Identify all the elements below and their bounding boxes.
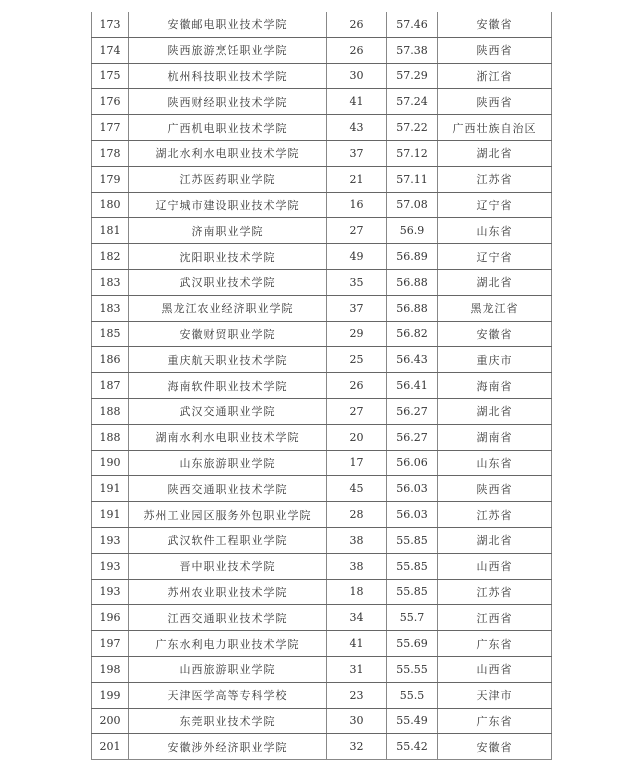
score-cell: 57.08 [387,192,438,218]
table-row [92,656,552,682]
table-row [92,373,552,399]
school-name-cell: 武汉交通职业学院 [129,398,327,424]
school-name-cell: 晋中职业技术学院 [129,553,327,579]
rank-cell: 185 [92,321,129,347]
score-cell: 55.49 [387,708,438,734]
table-row [92,89,552,115]
province-cell: 广东省 [438,708,552,734]
table-row [92,450,552,476]
count-cell: 27 [327,218,387,244]
count-cell: 32 [327,734,387,760]
province-cell: 湖北省 [438,527,552,553]
count-cell: 27 [327,398,387,424]
count-cell: 38 [327,553,387,579]
rank-cell: 188 [92,398,129,424]
ranking-table-container [91,12,550,760]
table-row [92,347,552,373]
school-name-cell: 江西交通职业技术学院 [129,605,327,631]
score-cell: 57.24 [387,89,438,115]
school-name-cell: 杭州科技职业技术学院 [129,63,327,89]
count-cell: 30 [327,63,387,89]
count-cell: 23 [327,682,387,708]
rank-cell: 182 [92,244,129,270]
score-cell: 56.27 [387,398,438,424]
table-row [92,244,552,270]
count-cell: 21 [327,166,387,192]
province-cell: 天津市 [438,682,552,708]
score-cell: 55.42 [387,734,438,760]
school-name-cell: 山西旅游职业学院 [129,656,327,682]
count-cell: 35 [327,269,387,295]
table-row [92,708,552,734]
count-cell: 26 [327,37,387,63]
count-cell: 34 [327,605,387,631]
table-row [92,218,552,244]
rank-cell: 193 [92,579,129,605]
province-cell: 陕西省 [438,37,552,63]
province-cell: 江西省 [438,605,552,631]
school-name-cell: 安徽财贸职业学院 [129,321,327,347]
rank-cell: 180 [92,192,129,218]
province-cell: 陕西省 [438,89,552,115]
table-row [92,63,552,89]
province-cell: 湖北省 [438,269,552,295]
count-cell: 37 [327,140,387,166]
count-cell: 25 [327,347,387,373]
rank-cell: 197 [92,631,129,657]
province-cell: 海南省 [438,373,552,399]
table-row [92,295,552,321]
rank-cell: 190 [92,450,129,476]
school-name-cell: 重庆航天职业技术学院 [129,347,327,373]
province-cell: 山东省 [438,450,552,476]
score-cell: 56.82 [387,321,438,347]
table-row [92,166,552,192]
table-row [92,192,552,218]
score-cell: 57.11 [387,166,438,192]
score-cell: 56.03 [387,476,438,502]
rank-cell: 176 [92,89,129,115]
table-row [92,579,552,605]
count-cell: 26 [327,12,387,37]
school-name-cell: 黑龙江农业经济职业学院 [129,295,327,321]
count-cell: 49 [327,244,387,270]
score-cell: 55.69 [387,631,438,657]
rank-cell: 178 [92,140,129,166]
count-cell: 17 [327,450,387,476]
count-cell: 37 [327,295,387,321]
count-cell: 41 [327,89,387,115]
school-name-cell: 天津医学高等专科学校 [129,682,327,708]
score-cell: 56.88 [387,295,438,321]
province-cell: 江苏省 [438,166,552,192]
count-cell: 26 [327,373,387,399]
score-cell: 56.41 [387,373,438,399]
table-row [92,605,552,631]
count-cell: 28 [327,502,387,528]
score-cell: 57.46 [387,12,438,37]
rank-cell: 188 [92,424,129,450]
score-cell: 55.85 [387,579,438,605]
school-name-cell: 武汉职业技术学院 [129,269,327,295]
rank-cell: 174 [92,37,129,63]
province-cell: 山东省 [438,218,552,244]
count-cell: 45 [327,476,387,502]
rank-cell: 186 [92,347,129,373]
table-row [92,37,552,63]
school-name-cell: 广东水利电力职业技术学院 [129,631,327,657]
province-cell: 江苏省 [438,579,552,605]
table-row [92,476,552,502]
rank-cell: 198 [92,656,129,682]
province-cell: 重庆市 [438,347,552,373]
table-row [92,269,552,295]
province-cell: 广东省 [438,631,552,657]
rank-cell: 177 [92,115,129,141]
school-name-cell: 陕西旅游烹饪职业学院 [129,37,327,63]
rank-cell: 200 [92,708,129,734]
score-cell: 57.29 [387,63,438,89]
rank-cell: 191 [92,476,129,502]
school-name-cell: 济南职业学院 [129,218,327,244]
rank-cell: 187 [92,373,129,399]
score-cell: 56.88 [387,269,438,295]
school-name-cell: 沈阳职业技术学院 [129,244,327,270]
school-name-cell: 陕西交通职业技术学院 [129,476,327,502]
province-cell: 山西省 [438,656,552,682]
school-name-cell: 安徽涉外经济职业学院 [129,734,327,760]
school-name-cell: 陕西财经职业技术学院 [129,89,327,115]
province-cell: 安徽省 [438,321,552,347]
table-row [92,527,552,553]
school-name-cell: 辽宁城市建设职业技术学院 [129,192,327,218]
table-row [92,424,552,450]
school-name-cell: 武汉软件工程职业学院 [129,527,327,553]
province-cell: 山西省 [438,553,552,579]
province-cell: 广西壮族自治区 [438,115,552,141]
school-name-cell: 湖南水利水电职业技术学院 [129,424,327,450]
count-cell: 43 [327,115,387,141]
table-row [92,553,552,579]
school-name-cell: 安徽邮电职业技术学院 [129,12,327,37]
score-cell: 55.5 [387,682,438,708]
score-cell: 56.03 [387,502,438,528]
ranking-table [91,12,552,760]
score-cell: 56.43 [387,347,438,373]
table-row [92,140,552,166]
school-name-cell: 苏州农业职业技术学院 [129,579,327,605]
score-cell: 55.85 [387,527,438,553]
count-cell: 29 [327,321,387,347]
score-cell: 57.22 [387,115,438,141]
rank-cell: 183 [92,269,129,295]
province-cell: 辽宁省 [438,244,552,270]
count-cell: 31 [327,656,387,682]
province-cell: 湖北省 [438,140,552,166]
province-cell: 安徽省 [438,12,552,37]
table-row [92,12,552,37]
count-cell: 30 [327,708,387,734]
count-cell: 16 [327,192,387,218]
score-cell: 55.55 [387,656,438,682]
table-row [92,398,552,424]
table-row [92,631,552,657]
count-cell: 41 [327,631,387,657]
rank-cell: 179 [92,166,129,192]
score-cell: 55.7 [387,605,438,631]
school-name-cell: 湖北水利水电职业技术学院 [129,140,327,166]
province-cell: 黑龙江省 [438,295,552,321]
rank-cell: 191 [92,502,129,528]
score-cell: 56.27 [387,424,438,450]
table-row [92,502,552,528]
school-name-cell: 江苏医药职业学院 [129,166,327,192]
score-cell: 55.85 [387,553,438,579]
score-cell: 57.38 [387,37,438,63]
school-name-cell: 苏州工业园区服务外包职业学院 [129,502,327,528]
rank-cell: 201 [92,734,129,760]
school-name-cell: 广西机电职业技术学院 [129,115,327,141]
ranking-table-body [92,12,552,760]
rank-cell: 173 [92,12,129,37]
count-cell: 38 [327,527,387,553]
rank-cell: 181 [92,218,129,244]
school-name-cell: 山东旅游职业学院 [129,450,327,476]
province-cell: 湖南省 [438,424,552,450]
score-cell: 56.89 [387,244,438,270]
table-row [92,321,552,347]
count-cell: 18 [327,579,387,605]
school-name-cell: 东莞职业技术学院 [129,708,327,734]
table-row [92,682,552,708]
score-cell: 56.9 [387,218,438,244]
rank-cell: 193 [92,527,129,553]
province-cell: 湖北省 [438,398,552,424]
table-row [92,115,552,141]
table-row [92,734,552,760]
province-cell: 陕西省 [438,476,552,502]
rank-cell: 175 [92,63,129,89]
province-cell: 辽宁省 [438,192,552,218]
province-cell: 江苏省 [438,502,552,528]
score-cell: 56.06 [387,450,438,476]
count-cell: 20 [327,424,387,450]
province-cell: 安徽省 [438,734,552,760]
province-cell: 浙江省 [438,63,552,89]
rank-cell: 193 [92,553,129,579]
score-cell: 57.12 [387,140,438,166]
rank-cell: 199 [92,682,129,708]
school-name-cell: 海南软件职业技术学院 [129,373,327,399]
rank-cell: 196 [92,605,129,631]
rank-cell: 183 [92,295,129,321]
